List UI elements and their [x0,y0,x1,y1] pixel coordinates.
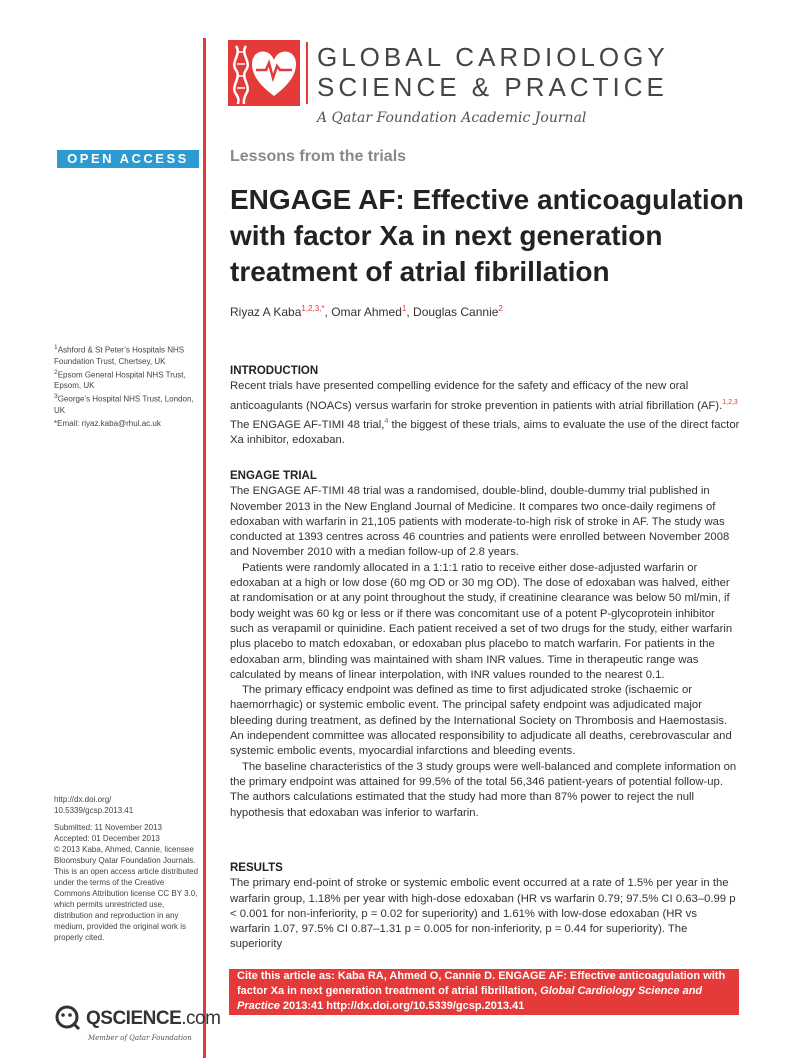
section-label: Lessons from the trials [230,148,407,165]
brand-separator [306,42,308,104]
doi-line: 10.5339/gcsp.2013.41 [54,806,134,815]
affiliation-item [54,391,199,416]
citation-doi-link[interactable]: http://dx.doi.org/10.5339/gcsp.2013.41 [326,1000,525,1012]
citation-text: Kaba RA, Ahmed O, Cannie D. ENGAGE AF: Effective anticoagulation with factor Xa in next generation treatment of atrial fibrillation, [237,970,726,997]
affiliation-number: 1 [54,344,58,351]
results-section [230,861,740,953]
section-heading: ENGAGE TRIAL [230,470,317,482]
accepted-date: Accepted: 01 December 2013 [54,834,160,843]
paragraph: The primary end-point of stroke or systemic embolic event occurred at a rate of 1.5% per year in the warfarin group, 1.18% per year with high-dose edoxaban (HR vs warfarin 0.79; 97.5% CI 0.63–0.99 p < 0.001 for non-inferiority, p = 0.02 for superiority) and 1.61% with low-dose edoxaban (HR vs warfarin 1.07, 97.5% CI 0.87–1.31 p = 0.005 for non-inferiority, p = 0.44 for superiority). The superiority [230,877,736,951]
paragraph: The primary efficacy endpoint was defined as time to first adjudicated stroke (ischaemic or haemorrhagic) or systemic embolic event. The principal safety endpoint was adjudicated major bleeding during treatment, as defined by the International Society on Thrombosis and Haemostasis. An independent committee was allocated responsibility to adjudicate all deaths, cerebrovascular and systemic embolic events, myocardial infarctions and bleeding events. [230,684,732,758]
introduction-section [230,364,740,448]
submitted-date: Submitted: 11 November 2013 [54,823,162,832]
paragraph: Patients were randomly allocated in a 1:1:1 ratio to receive either dose-adjusted warfarin or edoxaban at a high or low dose (60 mg OD or 30 mg OD). The dose of edoxaban was halved, either at randomisation or at any point throughout the study, if creatinine clearance was below 50 ml/min, if body weight was 60 kg or less or if there was concomitant use of a potent P-glycoprotein inhibitor such as verapamil or quinidine. Each patient received a set of two drugs for the study, either warfarin plus placebo to match edoxaban, or edoxaban plus placebo to match warfarin. For patients in the edoxaban arm, blinding was maintained with sham INR values. Time in therapeutic range was calculated by means of linear interpolation, with INR values rounded to the nearest 0.1. [230,561,733,681]
author-separator: , [406,305,414,319]
heart-dna-logo-icon [228,40,300,106]
paragraph [230,379,740,448]
paragraph-text: The ENGAGE AF-TIMI 48 trial, [230,418,385,431]
author-list [230,304,503,319]
affiliation-item [54,342,199,367]
reference-link[interactable]: 4 [384,417,389,425]
paragraph: The baseline characteristics of the 3 study groups were well-balanced and complete information on the primary endpoint was attained for 99.5% of the total 56,346 patient-years of potential follow-up. The authors calculations estimated that the study had more than 87% power to reject the null hypothesis that edoxaban was inferior to warfarin. [230,760,737,819]
doi-link[interactable] [54,794,199,816]
publisher-member-note: Member of Qatar Foundation [88,1034,192,1042]
article-dates [54,822,199,943]
author-name[interactable]: Douglas Cannie [413,305,499,319]
open-access-badge: OPEN ACCESS [57,150,199,168]
affiliation-text: George’s Hospital NHS Trust, London, UK [54,394,194,415]
doi-line: http://dx.doi.org/ [54,795,112,804]
affiliation-number: 3 [54,393,58,401]
publisher-suffix: .com [181,1008,221,1029]
citation-journal: Global Cardiology Science and Practice [237,985,703,1012]
paragraph: The ENGAGE AF-TIMI 48 trial was a randomised, double-blind, double-dummy trial published in November 2013 in the New England Journal of Medicine. It compares two once-daily regimens of edoxaban with warfarin in 21,105 patients with moderate-to-high risk of stroke in AF. The study was conducted at 1393 centres across 46 countries and patients were enrolled between November 2008 and November 2010 with a median follow-up of 2.8 years. [230,485,730,559]
journal-name-line1: GLOBAL CARDIOLOGY [317,42,669,72]
section-heading: RESULTS [230,862,283,874]
author-affiliation-ref[interactable]: 2 [498,304,503,313]
publisher-name[interactable] [86,1008,220,1030]
publisher-brand: QSCIENCE [86,1008,182,1029]
corresponding-email[interactable]: *Email: riyaz.kaba@rhul.ac.uk [54,418,161,428]
affiliation-number: 2 [54,368,58,376]
author-affiliation-ref[interactable]: 1,2,3,* [301,304,325,313]
citation-lead: Cite this article as: [237,970,335,982]
citation-ref: 2013:41 [279,1000,327,1012]
license-text: © 2013 Kaba, Ahmed, Cannie, licensee Bloomsbury Qatar Foundation Journals. This is an open access article distributed under the terms of the Creative Commons Attribution license CC BY 3.0, which permits unrestricted use, distribution and reproduction in any medium, provided the original work is properly cited. [54,845,199,942]
affiliation-item [54,367,199,392]
author-affiliation-ref[interactable]: 1 [401,304,407,313]
qscience-logo-icon [54,1004,82,1035]
author-separator: , [324,305,332,319]
trial-section [230,469,740,821]
author-name[interactable]: Riyaz A Kaba [230,305,302,319]
affiliations [54,342,199,429]
journal-tagline: A Qatar Foundation Academic Journal [317,110,587,126]
paragraph-text: the biggest of these trials, aims to evaluate the use of the direct factor Xa inhibitor, edoxaban. [230,418,740,446]
affiliation-text: Epsom General Hospital NHS Trust, Epsom, UK [54,370,186,391]
affiliation-text: Ashford & St Peter’s Hospitals NHS Foundation Trust, Chertsey, UK [54,345,185,366]
red-divider-line [203,38,206,1058]
article-title: ENGAGE AF: Effective anticoagulation with factor Xa in next generation treatment of atrial fibrillation [230,184,744,287]
reference-link[interactable]: 1,2,3 [722,398,738,406]
paragraph-text: Recent trials have presented compelling evidence for the safety and efficacy of the new oral anticoagulants (NOACs) versus warfarin for stroke prevention in patients with atrial fibrillation (AF). [230,380,723,412]
section-heading: INTRODUCTION [230,365,319,377]
author-name[interactable]: Omar Ahmed [331,305,402,319]
citation-box [229,969,739,1015]
journal-name-line2: SCIENCE & PRACTICE [317,72,668,102]
